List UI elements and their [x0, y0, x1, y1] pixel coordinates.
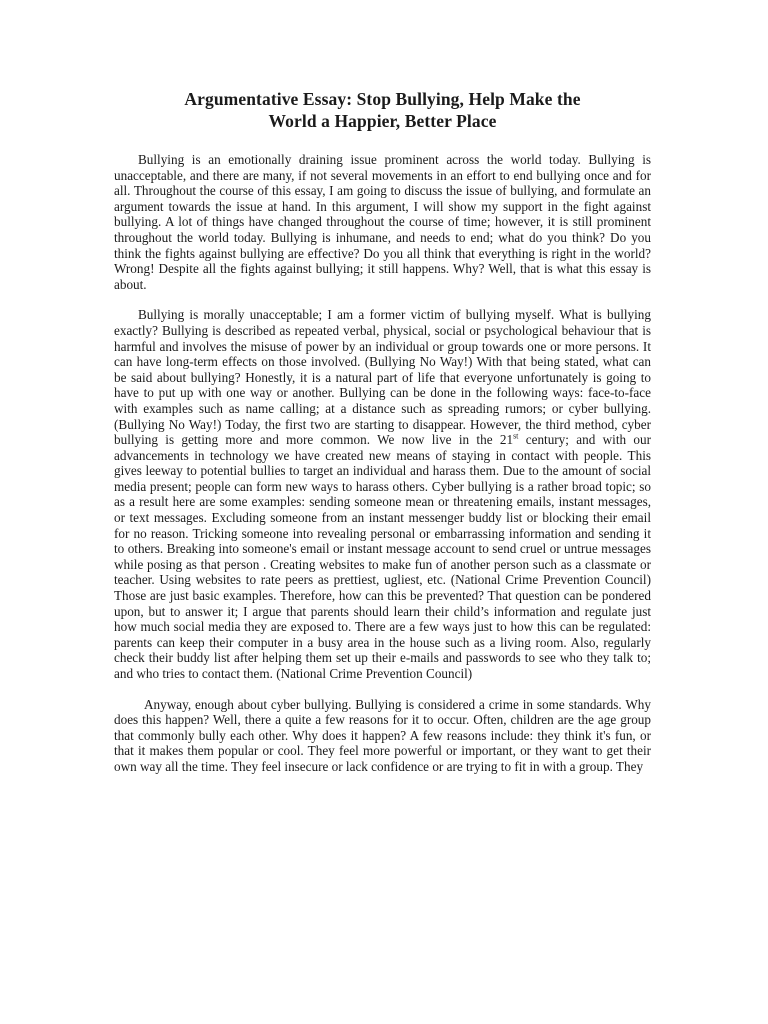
paragraph-intro-text: Bullying is an emotionally draining issue prominent across the world today. Bullying is unacceptable, and there are many, if not several movements in an effort to end bullying once and for all. Throughout the course of this essay, I am going to discuss the issue of bullying, and formulate an argument towards the issue at hand. In this argument, I will show my support in the fight against bullying. A lot of things have changed throughout the course of time; however, it is still prominent throughout the world today. Bullying is inhumane, and needs to end; what do you think? Do you think the fights against bullying are effective? Do you all think that everything is right in the world? Wrong! Despite all the fights against bullying; it still happens. Why? Well, that is what this essay is about.	[114, 152, 651, 292]
paragraph-definition	[114, 307, 651, 681]
paragraph-causes-text: Anyway, enough about cyber bullying. Bullying is considered a crime in some standards. Why does this happen? Well, there a quite a few reasons for it to occur. Often, children are the age group that commonly bully each other. Why does it happen? A few reasons include: they think it's fun, or that it makes them popular or cool. They feel more powerful or important, or they want to get their own way all the time. They feel insecure or lack confidence or are trying to fit in with a group. They	[114, 696, 651, 774]
paragraph-causes	[114, 697, 651, 775]
essay-title	[114, 88, 651, 132]
paragraph-definition-text-b: century; and with our advancements in technology we have created new means of staying in contact with people. This gives leeway to potential bullies to target an individual and harass them. Due to the amount of social media present; people can form new ways to harass others. Cyber bullying is a rather broad topic; so as a result here are some examples: sending someone mean or threatening emails, instant messages, or text messages. Excluding someone from an instant messenger buddy list or blocking their email for no reason. Tricking someone into revealing personal or embarrassing information and sending it to others. Breaking into someone's email or instant message account to send cruel or untrue messages while posing as that person . Creating websites to make fun of another person such as a classmate or teacher. Using websites to rate peers as prettiest, ugliest, etc. (National Crime Prevention Council) Those are just basic examples. Therefore, how can this be prevented? That question can be pondered upon, but to answer it; I argue that parents should learn their child’s information and regulate just how much social media they are exposed to. There are a few ways just to how this can be regulated: parents can keep their computer in a busy area in the house such as a living room. Also, regularly check their buddy list after helping them set up their e-mails and passwords to see who they talk to; and who tries to contact them. (National Crime Prevention Council)	[114, 432, 651, 681]
paragraph-definition-text-a: Bullying is morally unacceptable; I am a former victim of bullying myself. What is bullying exactly? Bullying is described as repeated verbal, physical, social or psychological behaviour that is harmful and involves the misuse of power by an individual or group towards one or more persons. It can have long-term effects on those involved. (Bullying No Way!) With that being stated, what can be said about bullying? Honestly, it is a natural part of life that everyone unfortunately is going to have to put up with one way or another. Bullying can be done in the following ways: face-to-face with examples such as name calling; at a distance such as spreading rumors; or cyber bullying. (Bullying No Way!) Today, the first two are starting to disappear. However, the third method, cyber bullying is getting more and more common. We now live in the 21	[114, 307, 651, 448]
essay-title-line-1: Argumentative Essay: Stop Bullying, Help Make the	[184, 89, 581, 109]
ordinal-superscript: st	[513, 431, 519, 441]
paragraph-intro	[114, 152, 651, 292]
essay-title-line-2: World a Happier, Better Place	[268, 111, 497, 131]
document-page	[114, 88, 651, 790]
